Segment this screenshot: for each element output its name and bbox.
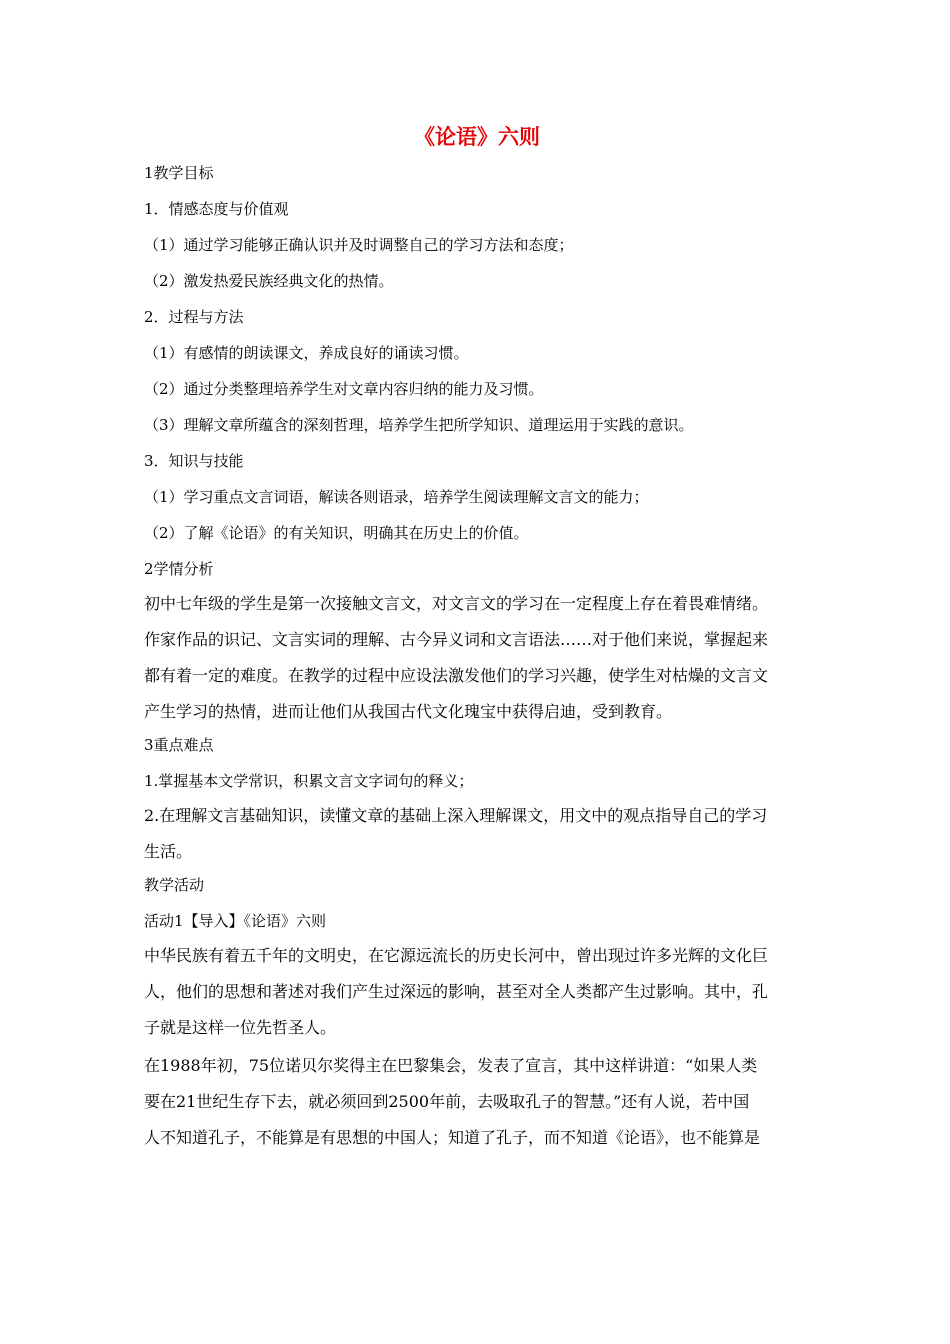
item-knowledge-1: （1）学习重点文言词语，解读各则语录，培养学生阅读理解文言文的能力；: [144, 488, 649, 506]
paragraph-line: 人不知道孔子，不能算是有思想的中国人；知道了孔子，而不知道《论语》，也不能算是: [144, 1128, 761, 1147]
subheading-knowledge-skills: 3．知识与技能: [144, 452, 244, 470]
paragraph-student-analysis: [144, 586, 810, 730]
activity-heading: 活动1【导入】《论语》六则: [144, 912, 327, 930]
paragraph-nobel: [144, 1048, 810, 1156]
paragraph-line: 2.在理解文言基础知识，读懂文章的基础上深入理解课文，用文中的观点指导自己的学习: [144, 806, 768, 825]
key-point-1: 1.掌握基本文学常识，积累文言文字词句的释义；: [144, 772, 474, 790]
section-heading-key-points: 3重点难点: [144, 736, 214, 754]
section-heading-teaching-activities: 教学活动: [144, 876, 205, 894]
paragraph-line: 初中七年级的学生是第一次接触文言文，对文言文的学习在一定程度上存在着畏难情绪。: [144, 594, 769, 613]
key-point-2: [144, 798, 810, 870]
section-heading-teaching-goals: 1教学目标: [144, 164, 214, 182]
subheading-attitude-values: 1．情感态度与价值观: [144, 200, 289, 218]
paragraph-line: 子就是这样一位先哲圣人。: [144, 1018, 337, 1037]
paragraph-line: 都有着一定的难度。在教学的过程中应设法激发他们的学习兴趣，使学生对枯燥的文言文: [144, 666, 769, 685]
item-process-1: （1）有感情的朗读课文，养成良好的诵读习惯。: [144, 344, 469, 362]
section-heading-student-analysis: 2学情分析: [144, 560, 214, 578]
document-title: 《论语》六则: [414, 125, 540, 149]
paragraph-line: 产生学习的热情，进而让他们从我国古代文化瑰宝中获得启迪，受到教育。: [144, 702, 673, 721]
paragraph-line: 中华民族有着五千年的文明史，在它源远流长的历史长河中，曾出现过许多光辉的文化巨: [144, 946, 769, 965]
paragraph-line: 在1988年初，75位诺贝尔奖得主在巴黎集会，发表了宣言，其中这样讲道：“如果人类: [144, 1056, 758, 1075]
paragraph-line: 要在21世纪生存下去，就必须回到2500年前，去吸取孔子的智慧。”还有人说，若中国: [144, 1092, 750, 1111]
item-process-3: （3）理解文章所蕴含的深刻哲理，培养学生把所学知识、道理运用于实践的意识。: [144, 416, 694, 434]
paragraph-line: 作家作品的识记、文言实词的理解、古今异义词和文言语法……对于他们来说，掌握起来: [144, 630, 769, 649]
subheading-process-method: 2．过程与方法: [144, 308, 244, 326]
item-knowledge-2: （2）了解《论语》的有关知识，明确其在历史上的价值。: [144, 524, 529, 542]
item-process-2: （2）通过分类整理培养学生对文章内容归纳的能力及习惯。: [144, 380, 544, 398]
item-attitude-2: （2）激发热爱民族经典文化的热情。: [144, 272, 394, 290]
item-attitude-1: （1）通过学习能够正确认识并及时调整自己的学习方法和态度；: [144, 236, 574, 254]
paragraph-intro: [144, 938, 810, 1046]
paragraph-line: 人，他们的思想和著述对我们产生过深远的影响，甚至对全人类都产生过影响。其中，孔: [144, 982, 769, 1001]
paragraph-line: 生活。: [144, 842, 193, 861]
